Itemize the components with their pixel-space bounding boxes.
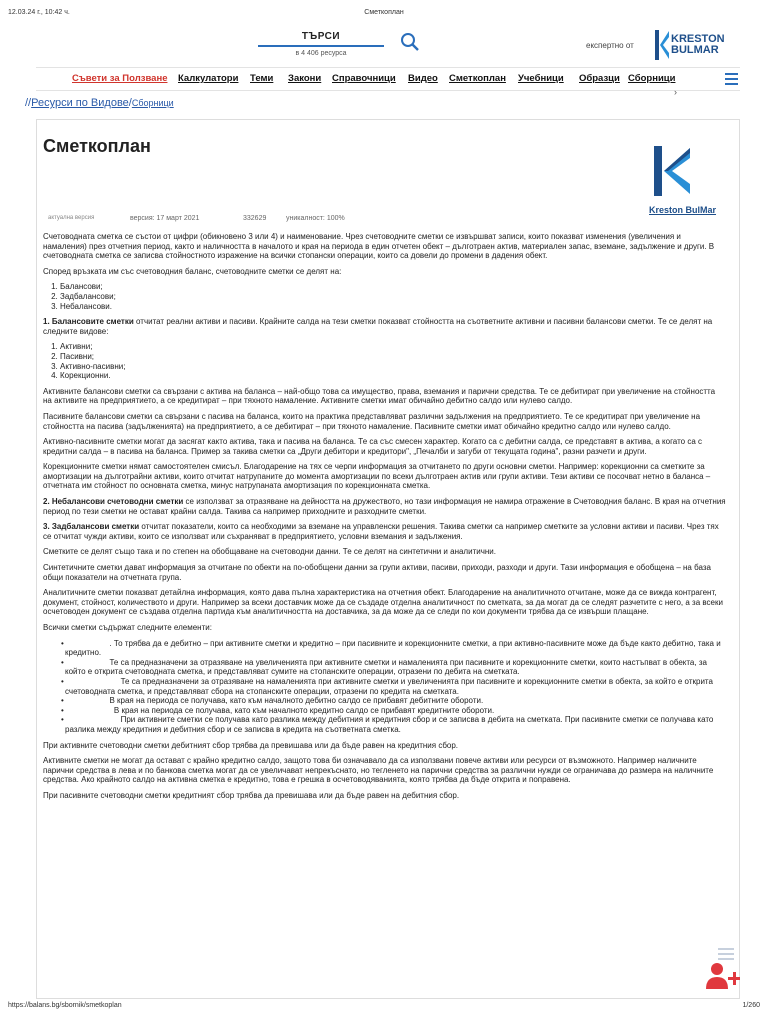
resource-count: в 4 406 ресурса — [295, 50, 347, 57]
nav-calculators[interactable]: Калкулатори — [178, 73, 239, 84]
logo-mark-icon — [652, 28, 670, 62]
paragraph: Пасивните балансови сметки са свързани с пасива на баланса, които на практика представляват различни задължения на предприятието. Те се кредитират при увеличение на стойността на пасива (задълженията) на предприятието, а се дебитират – при тяхното намаление. Пасивните сметки имат обичайно кредитно салдо или нулево салдо. — [43, 411, 701, 431]
paragraph: При пасивните счетоводни сметки кредитният сбор трябва да превишава или да бъде равен на дебитния сбор. — [43, 790, 460, 800]
paragraph: Корекционните сметки нямат самостоятелен смисъл. Благодарение на тях се черпи информация за отчитането по други основни сметки. Например: корекционни са сметките за амортизации на дълготрайни активи, които отчитат натрупаните до момента амортизации по всеки дълготраен актив или групи активи. Тези активи се посочват нетно в баланса – отчетната им стойност по основната сметка, минус натрупаната амортизация по корекционната сметка. — [43, 462, 711, 491]
list-item: 1. Активни; — [60, 342, 726, 352]
paragraph: Синтетичните сметки дават информация за отчитане по обекти на по-обобщени данни за групи активи, пасиви, приходи, разходи и други. Тази информация е обобщена – на база общи показатели на отчетната група. — [43, 563, 711, 582]
print-page-number: 1/260 — [742, 1002, 760, 1009]
author-logo-icon[interactable] — [650, 144, 694, 198]
paragraph: Активните сметки не могат да остават с крайно кредитно салдо, защото това би означавало да са използвани повече активи или ресурси от възможното. Например наличните парични средства в лева и по банкова сметка могат да се увеличават непрекъснато, но тегленето на парични средства за различни нужди се ограничава до размера на наличните средства. Ако крайното салдо на активна сметка е кредитно, това е грешка в осчетоводяванията, която трябва да бъде открита и поправена. — [43, 756, 714, 785]
nav-collections[interactable]: Сборници — [628, 73, 676, 84]
paragraph: Активно-пасивните сметки могат да засягат както актива, така и пасива на баланса. Те са със смесен характер. Когато са с дебитни салда, се представят в актива, а когато са с кредитни салда – в пасива на баланса. Пример за такива сметки са „Други дебитори и кредитори", „Печалби и загуби от текущата година", разни разчети и други. — [43, 437, 702, 456]
version-badge: актуална версия — [48, 215, 95, 221]
nav-topics[interactable]: Теми — [250, 73, 274, 84]
paragraph-text: отчитат показатели, които са необходими за вземане на управленски решения. Такива сметки са например сметките за условни активи и пасиви. Чрез тях се отчитат чужди активи, които се използват или съхраняват в предприятието, условни вземания и задължения. — [43, 522, 719, 541]
nav-references[interactable]: Справочници — [332, 73, 396, 84]
search-bar[interactable] — [258, 31, 384, 57]
nav-textbooks[interactable]: Учебници — [518, 73, 564, 84]
list-item: • В края на периода се получава, като към началното кредитно салдо се прибавят кредитните обороти. — [43, 706, 726, 716]
nav-templates[interactable]: Образци — [579, 73, 620, 84]
add-user-icon[interactable] — [704, 962, 740, 990]
list-item: 3. Небалансови. — [60, 302, 726, 312]
paragraph — [43, 317, 726, 336]
paragraph — [43, 497, 726, 516]
page-title: Сметкоплан — [43, 136, 151, 156]
search-input[interactable]: ТЪРСИ — [258, 31, 384, 47]
list-item: 2. Задбалансови; — [60, 292, 726, 302]
print-header — [8, 9, 760, 21]
print-footer — [8, 1002, 760, 1014]
nav-laws[interactable]: Закони — [288, 73, 322, 84]
breadcrumb-resources[interactable]: Ресурси по Видове — [31, 97, 129, 109]
nav-chart-of-accounts[interactable]: Сметкоплан — [449, 73, 506, 84]
nav-video[interactable]: Видео — [408, 73, 438, 84]
balance-account-types-list — [60, 342, 726, 380]
list-item: • Те са предназначени за отразяване на намаленията при активните сметки и увеличенията при пасивните и корекционните сметки в обекта, за който е открита счетоводната сметка, и представляват сбора на стопанските операции, отразени по кредита на сметката. — [43, 677, 726, 696]
paragraph: При активните счетоводни сметки дебитният сбор трябва да превишава или да бъде равен на кредитния сбор. — [43, 740, 459, 750]
print-datetime: 12.03.24 г., 10:42 ч. — [8, 9, 70, 16]
breadcrumb — [25, 97, 174, 109]
print-url: https://balans.bg/sbornik/smetkoplan — [8, 1002, 122, 1009]
breadcrumb-separator: / — [128, 97, 132, 109]
bold-heading: 2. Небалансови счетоводни сметки — [43, 497, 184, 507]
list-item: 1. Балансови; — [60, 282, 726, 292]
bold-heading: 1. Балансовите сметки — [43, 317, 134, 327]
nav-tips[interactable]: Съвети за Ползване — [72, 73, 168, 84]
main-nav — [36, 67, 740, 91]
paragraph: Активните балансови сметки са свързани с актива на баланса – най-общо това са имущество, права, вземания и парични средства. Те се дебитират при увеличение на стойността на активите на предприятието, а се кредитират – при тяхното намаление. Активните сметки имат обичайно дебитно салдо или нулево салдо. — [43, 386, 716, 406]
hamburger-menu-icon[interactable] — [725, 73, 738, 85]
version-date: версия: 17 март 2021 — [130, 215, 200, 222]
uniqueness: уникалност: 100% — [286, 215, 345, 222]
chevron-right-icon[interactable]: › — [674, 87, 677, 97]
document-id: 332629 — [243, 215, 267, 222]
print-page-title: Сметкоплан — [364, 9, 404, 16]
list-item: • В края на периода се получава, като към началното дебитно салдо се прибавят дебитните обороти. — [43, 696, 726, 706]
kreston-bulmar-logo[interactable] — [652, 28, 732, 62]
list-item: • При активните сметки се получава като разлика между дебитния и кредитния сбор и се записва в дебита на сметката. При пасивните сметки се получава като разлика между кредитния и дебитния сбор и се записва в кредита на съответната сметка. — [43, 715, 726, 734]
breadcrumb-collections[interactable]: Сборници — [131, 98, 174, 108]
list-item: 2. Пасивни; — [60, 352, 726, 362]
logo-line2: BULMAR — [671, 44, 719, 56]
list-item: 3. Активно-пасивни; — [60, 362, 726, 372]
article-body — [43, 232, 726, 807]
paragraph: Според връзката им със счетоводния баланс, счетоводните сметки се делят на: — [43, 266, 342, 276]
paragraph: Аналитичните сметки показват детайлна информация, която дава пълна характеристика на отчетния обект. Благодарение на аналитичното отчитане, може да се вижда контрагент, документ, стойност, количеството и други. Например за всеки доставчик може да се създаде отделна аналитичност по сметката, за да могат да се следят разчетите с него, а за всеки осчетоводен документ се създава отделна партида към аналитичността на доставчика, за да може да се следи по кои документи трябва да се извърши плащане. — [43, 588, 723, 617]
list-item: • Те са предназначени за отразяване на увеличенията при активните сметки и намаленията при пасивните и корекционните сметки, които настъпват в обекта, за който е открита счетоводната сметка, и представляват сумите на стопанските операции, отразени по дебита на сметката. — [43, 658, 726, 677]
paragraph-text: отчитат реални активи и пасиви. Крайните салда на тези сметки показват стойността на съответните активни и пасивни балансови сметки. Те се делят на следните видове: — [43, 317, 713, 336]
list-item: • . То трябва да е дебитно – при активните сметки и кредитно – при пасивните и корекционните сметки, а при активно-пасивните може да бъде както дебитно, така и кредитно. — [43, 639, 726, 658]
logo-line1: KRESTON — [671, 33, 725, 45]
list-item: 4. Корекционни. — [60, 371, 726, 381]
paragraph-text: се използват за отразяване на дейността на дружеството, но тази информация не намира отражение в Счетоводния баланс. В края на отчетния период по тези сметки не остават крайни салда. Такива са например приходните и разходните сметки. — [43, 497, 726, 516]
author-link[interactable]: Kreston BulMar — [649, 205, 717, 215]
paragraph: Счетоводната сметка се състои от цифри (обикновено 3 или 4) и наименование. Чрез счетоводните сметки се извършват записи, които показват изменения (увеличения и намаления) през отчетния период, както и наличността в началото и края на периода в един отчетен обект – дълготраен актив, материален запас, вземане, задължение и други. В счетоводната сметка се записва стойностното изражение на всички стопански операции, които са довели до промени в дадения обект. — [43, 232, 715, 261]
account-types-list — [60, 282, 726, 311]
search-icon[interactable] — [400, 32, 420, 52]
paragraph: Сметките се делят също така и по степен на обобщаване на счетоводни данни. Те се делят на синтетични и аналитични. — [43, 547, 496, 557]
list-icon[interactable] — [718, 948, 734, 962]
expert-label: експертно от — [586, 41, 634, 50]
paragraph — [43, 522, 726, 541]
breadcrumb-prefix: // — [25, 97, 32, 109]
account-elements-list — [43, 639, 726, 735]
bold-heading: 3. Задбалансови сметки — [43, 522, 140, 532]
paragraph: Всички сметки съдържат следните елементи: — [43, 623, 212, 632]
